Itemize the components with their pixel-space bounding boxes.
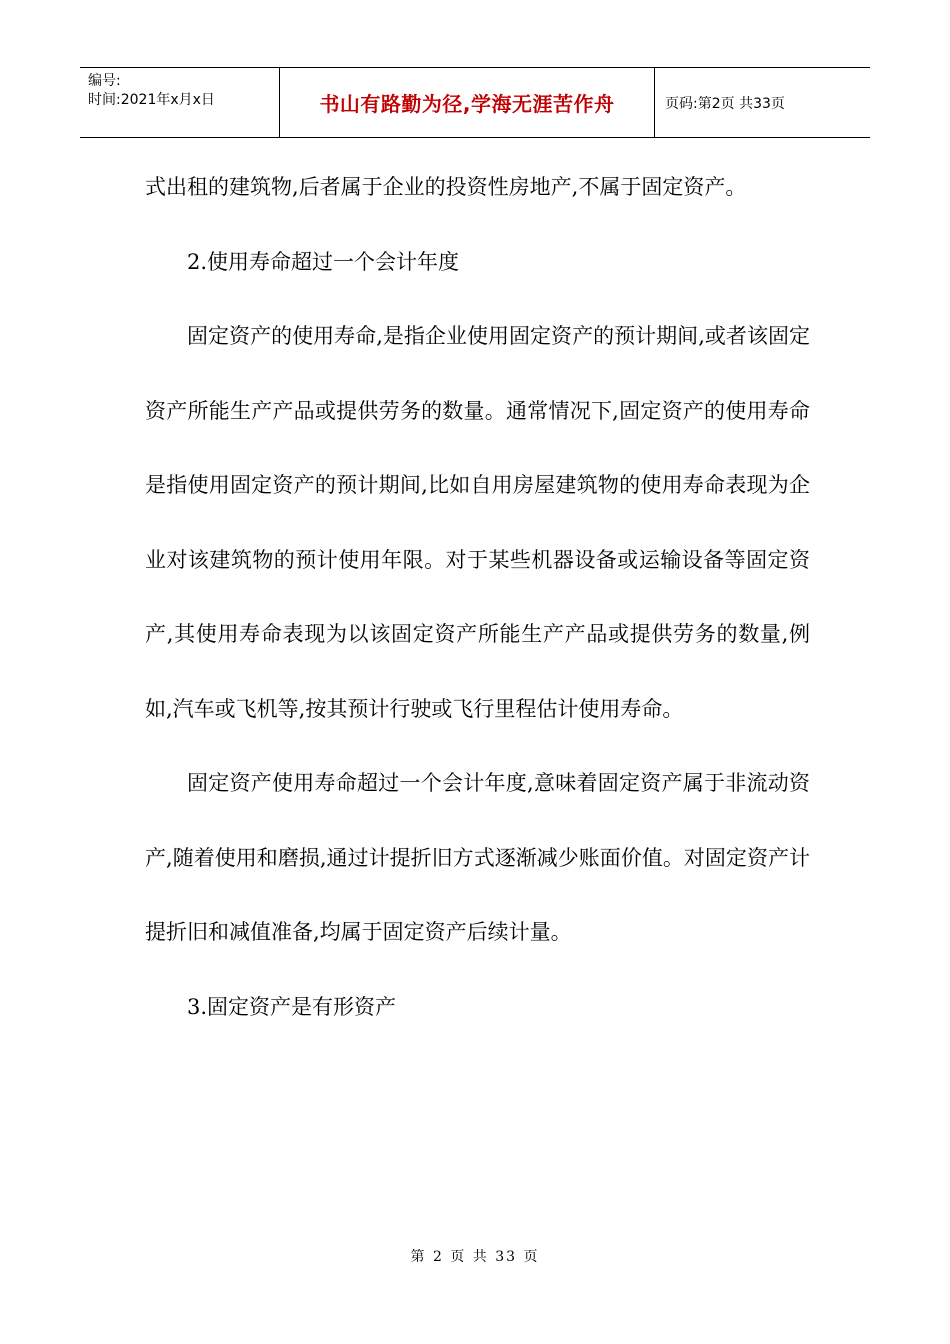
header-meta (80, 68, 280, 137)
document-body (145, 150, 810, 1044)
section-heading-2: 2.使用寿命超过一个会计年度 (187, 249, 460, 274)
page-header (80, 67, 870, 138)
section-heading-3: 3.固定资产是有形资产 (187, 994, 397, 1019)
page-footer: 第 2 页 共 33 页 (410, 1249, 540, 1265)
paragraph-useful-life: 固定资产的使用寿命,是指企业使用固定资产的预计期间,或者该固定资产所能生产产品或提供劳务的数量。通常情况下,固定资产的使用寿命是指使用固定资产的预计期间,比如自用房屋建筑物的使用寿命表现为企业对该建筑物的预计使用年限。对于某些机器设备或运输设备等固定资产,其使用寿命表现为以该固定资产所能生产产品或提供劳务的数量,例如,汽车或飞机等,按其预计行驶或飞行里程估计使用寿命。 (145, 324, 810, 721)
header-motto: 书山有路勤为径,学海无涯苦作舟 (280, 68, 655, 137)
header-page-info: 页码:第2页 共33页 (665, 95, 785, 112)
document-number-label: 编号: (88, 73, 121, 89)
paragraph-non-current: 固定资产使用寿命超过一个会计年度,意味着固定资产属于非流动资产,随着使用和磨损,通过计提折旧方式逐渐减少账面价值。对固定资产计提折旧和减值准备,均属于固定资产后续计量。 (145, 771, 810, 944)
document-time-label: 时间:2021年x月x日 (88, 92, 215, 108)
paragraph-continuation: 式出租的建筑物,后者属于企业的投资性房地产,不属于固定资产。 (145, 175, 747, 199)
